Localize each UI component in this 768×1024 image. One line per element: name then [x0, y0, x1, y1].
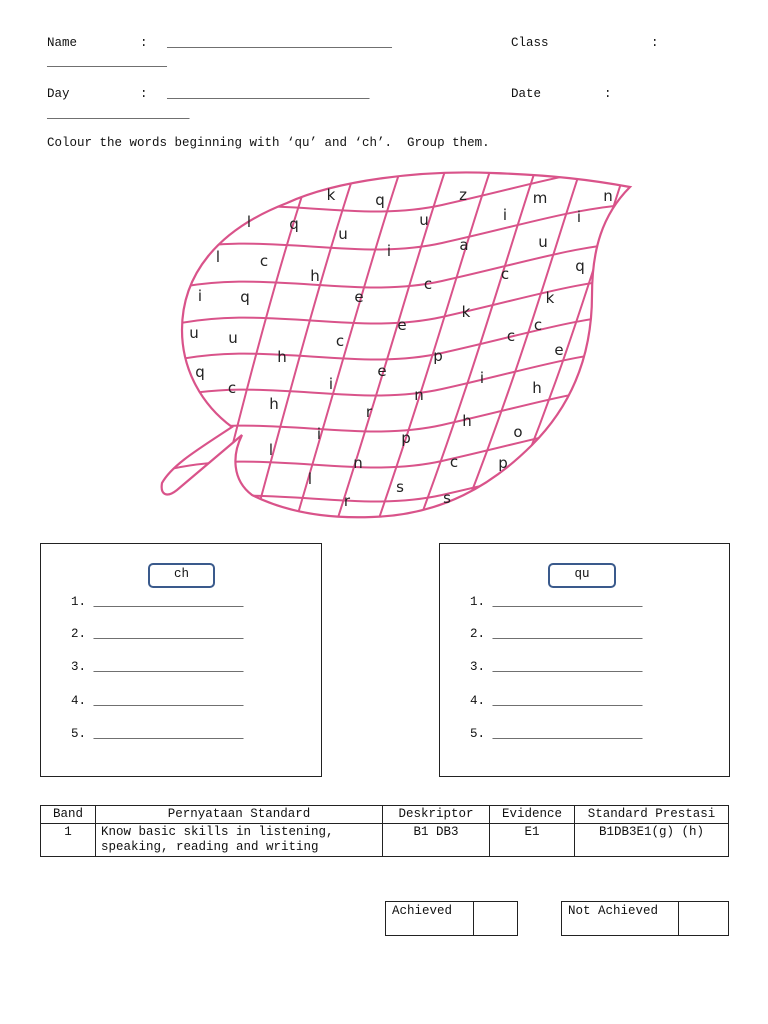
header-deskriptor: Deskriptor	[383, 806, 490, 824]
leaf-letter[interactable]: u	[228, 329, 238, 347]
date-field-line[interactable]: ___________________	[47, 107, 190, 121]
class-label: Class	[511, 36, 549, 50]
leaf-letter[interactable]: k	[545, 289, 555, 307]
rubric-row	[41, 824, 729, 857]
ch-group-title: ch	[148, 563, 215, 588]
cell-pernyataan: Know basic skills in listening, speaking, reading and writing	[96, 824, 383, 857]
leaf-drawing	[122, 165, 645, 527]
leaf-letter[interactable]: h	[277, 348, 287, 366]
leaf-letter[interactable]: k	[461, 303, 471, 321]
leaf-letter[interactable]: a	[459, 236, 469, 254]
leaf-letter[interactable]: e	[554, 341, 564, 359]
leaf-letter[interactable]: c	[449, 453, 459, 471]
achieved-box	[385, 901, 518, 936]
header-pernyataan-standard: Pernyataan Standard	[96, 806, 383, 824]
not-achieved-checkbox[interactable]	[679, 902, 728, 935]
leaf-letter[interactable]: c	[259, 252, 269, 270]
leaf-letter[interactable]: r	[343, 492, 351, 510]
leaf-letter[interactable]: h	[310, 267, 320, 285]
qu-answer-item[interactable]: 3. ____________________	[470, 660, 643, 674]
class-field-line[interactable]: ________________	[47, 55, 168, 69]
leaf-letter[interactable]: q	[240, 288, 250, 306]
leaf-letter[interactable]: m	[532, 189, 548, 207]
date-colon: :	[604, 87, 612, 101]
name-field-line[interactable]: ______________________________	[167, 36, 393, 50]
leaf-letter[interactable]: k	[326, 186, 336, 204]
leaf-letter[interactable]: p	[401, 429, 411, 447]
leaf-letter[interactable]: q	[195, 363, 205, 381]
cell-evidence: E1	[490, 824, 575, 857]
leaf-letter[interactable]: h	[532, 379, 542, 397]
leaf-letter[interactable]: l	[246, 213, 252, 231]
class-colon: :	[651, 36, 659, 50]
qu-answer-item[interactable]: 2. ____________________	[470, 627, 643, 641]
ch-answer-item[interactable]: 5. ____________________	[71, 727, 244, 741]
leaf-letter[interactable]: q	[375, 191, 385, 209]
cell-deskriptor: B1 DB3	[383, 824, 490, 857]
not-achieved-box	[561, 901, 729, 936]
leaf-letter[interactable]: h	[269, 395, 279, 413]
leaf-letter[interactable]: q	[575, 257, 585, 275]
cell-band: 1	[41, 824, 96, 857]
leaf-letter[interactable]: i	[479, 369, 485, 387]
leaf-letter[interactable]: r	[365, 403, 373, 421]
qu-answer-item[interactable]: 5. ____________________	[470, 727, 643, 741]
leaf-puzzle	[122, 165, 645, 527]
leaf-letter[interactable]: c	[506, 327, 516, 345]
not-achieved-label: Not Achieved	[562, 902, 679, 935]
day-label: Day	[47, 87, 70, 101]
leaf-letter[interactable]: u	[419, 211, 429, 229]
qu-answer-item[interactable]: 4. ____________________	[470, 694, 643, 708]
leaf-letter[interactable]: s	[443, 489, 451, 507]
qu-group-box	[439, 543, 730, 777]
leaf-letter[interactable]: q	[289, 215, 299, 233]
rubric-header-row	[41, 806, 729, 824]
leaf-letter[interactable]: l	[307, 470, 313, 488]
leaf-letter[interactable]: i	[316, 425, 322, 443]
leaf-letter[interactable]: i	[328, 375, 334, 393]
leaf-letter[interactable]: e	[354, 288, 364, 306]
leaf-letter[interactable]: c	[533, 316, 543, 334]
ch-group-box	[40, 543, 322, 777]
leaf-letter[interactable]: i	[197, 287, 203, 305]
leaf-letter[interactable]: p	[433, 347, 443, 365]
leaf-letter[interactable]: n	[414, 386, 424, 404]
header-evidence: Evidence	[490, 806, 575, 824]
achieved-label: Achieved	[386, 902, 474, 935]
day-field-line[interactable]: ___________________________	[167, 87, 370, 101]
leaf-letter[interactable]: h	[462, 412, 472, 430]
leaf-letter[interactable]: c	[423, 275, 433, 293]
name-colon: :	[140, 36, 148, 50]
ch-answer-item[interactable]: 2. ____________________	[71, 627, 244, 641]
leaf-letter[interactable]: i	[386, 242, 392, 260]
ch-answer-item[interactable]: 3. ____________________	[71, 660, 244, 674]
ch-answer-item[interactable]: 1. ____________________	[71, 595, 244, 609]
qu-group-title: qu	[548, 563, 616, 588]
leaf-letter[interactable]: z	[459, 186, 467, 204]
cell-standard-prestasi: B1DB3E1(g) (h)	[575, 824, 729, 857]
name-label: Name	[47, 36, 78, 50]
leaf-letter[interactable]: n	[353, 454, 363, 472]
leaf-letter[interactable]: c	[227, 379, 237, 397]
header-standard-prestasi: Standard Prestasi	[575, 806, 729, 824]
leaf-letter[interactable]: l	[215, 248, 221, 266]
qu-answer-item[interactable]: 1. ____________________	[470, 595, 643, 609]
leaf-letter[interactable]: i	[576, 208, 582, 226]
leaf-letter[interactable]: u	[538, 233, 548, 251]
achieved-checkbox[interactable]	[474, 902, 517, 935]
ch-answer-item[interactable]: 4. ____________________	[71, 694, 244, 708]
instruction-text: Colour the words beginning with ‘qu’ and ‘ch’. Group them.	[47, 136, 490, 150]
leaf-letter[interactable]: n	[603, 187, 613, 205]
header-band: Band	[41, 806, 96, 824]
leaf-letter[interactable]: c	[500, 265, 510, 283]
leaf-letter[interactable]: u	[189, 324, 199, 342]
leaf-letter[interactable]: u	[338, 225, 348, 243]
rubric-table	[40, 805, 729, 857]
leaf-letter[interactable]: l	[268, 441, 274, 459]
leaf-letter[interactable]: c	[335, 332, 345, 350]
leaf-letter[interactable]: i	[502, 206, 508, 224]
leaf-letter[interactable]: p	[498, 454, 508, 472]
leaf-letter[interactable]: o	[513, 423, 523, 441]
date-label: Date	[511, 87, 542, 101]
day-colon: :	[140, 87, 148, 101]
leaf-letter[interactable]: e	[377, 362, 387, 380]
leaf-letter[interactable]: e	[397, 316, 407, 334]
leaf-letter[interactable]: s	[396, 478, 404, 496]
